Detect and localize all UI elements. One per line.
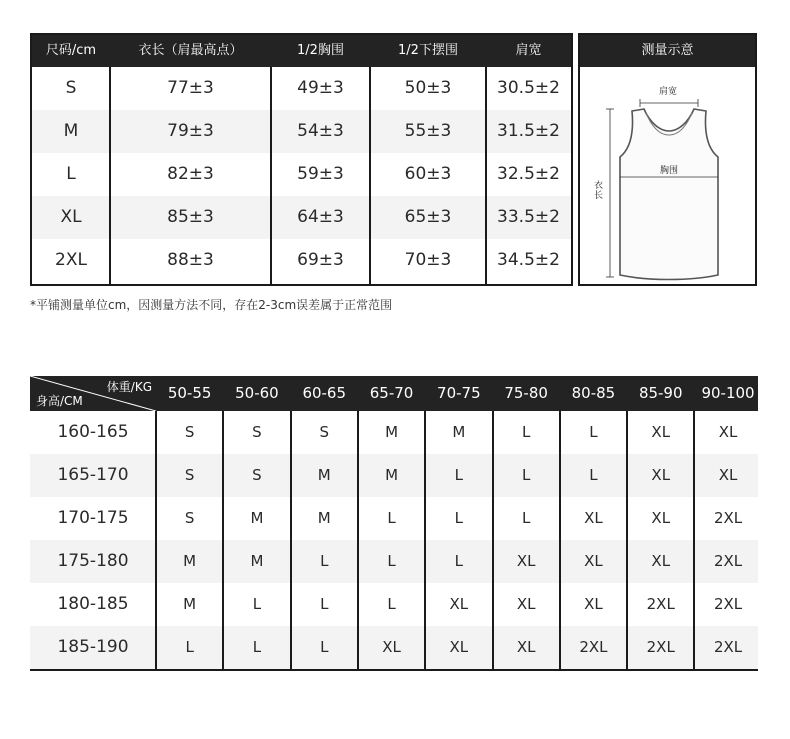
column-divider (222, 411, 224, 669)
recommended-size-cell: S (252, 423, 262, 441)
shoulder-width-label: 肩宽 (659, 87, 678, 97)
size-value-cell: 49±3 (297, 78, 344, 98)
height-row-header: 160-165 (57, 422, 129, 442)
recommended-size-cell: XL (449, 595, 469, 613)
recommended-size-cell: 2XL (713, 509, 743, 527)
recommended-size-cell: M (183, 595, 197, 613)
weight-header-cell: 85-90 (638, 384, 683, 402)
recommended-size-cell: M (385, 466, 399, 484)
recommended-size-cell: L (252, 638, 262, 656)
size-label-cell: XL (60, 207, 82, 227)
size-header-cell: 1/2下摆围 (398, 43, 458, 58)
size-value-cell: 59±3 (297, 164, 344, 184)
recommended-size-cell: XL (718, 423, 738, 441)
recommended-size-cell: 2XL (713, 638, 743, 656)
recommended-size-cell: L (320, 638, 329, 656)
recommended-size-cell: XL (718, 466, 738, 484)
recommended-size-cell: L (521, 423, 531, 441)
size-value-cell: 65±3 (404, 207, 452, 227)
column-divider (109, 67, 111, 284)
recommended-size-cell: 2XL (646, 638, 675, 656)
recommended-size-cell: 2XL (713, 552, 743, 570)
size-value-cell: 60±3 (404, 164, 452, 184)
column-divider (424, 411, 426, 669)
recommended-size-cell: XL (516, 638, 536, 656)
measurement-note: *平铺测量单位cm，因测量方法不同，存在2-3cm误差属于正常范围 (30, 298, 393, 312)
recommended-size-cell: L (320, 595, 329, 613)
size-value-cell: 69±3 (297, 250, 344, 270)
size-value-cell: 85±3 (167, 207, 214, 227)
recommended-size-cell: M (317, 509, 331, 527)
length-label: 衣长 (594, 181, 604, 201)
column-divider (626, 411, 628, 669)
size-table-header (32, 35, 571, 67)
column-divider (290, 411, 292, 669)
recommended-size-cell: XL (584, 509, 603, 527)
recommended-size-cell: XL (516, 552, 536, 570)
recommended-size-cell: S (184, 466, 195, 484)
size-value-cell: 77±3 (167, 78, 214, 98)
recommended-size-cell: M (452, 423, 466, 441)
recommended-size-cell: M (183, 552, 197, 570)
weight-axis-label: 体重/KG (106, 380, 152, 394)
height-row-header: 175-180 (57, 551, 129, 571)
height-axis-label: 身高/CM (36, 394, 83, 408)
recommended-size-cell: 2XL (579, 638, 608, 656)
weight-header-cell: 90-100 (701, 384, 755, 402)
recommended-size-cell: 2XL (713, 595, 743, 613)
weight-header-cell: 80-85 (571, 384, 616, 402)
column-divider (369, 67, 371, 284)
column-divider (559, 411, 561, 669)
column-divider (693, 411, 695, 669)
recommended-size-cell: L (387, 595, 396, 613)
recommended-size-cell: S (184, 509, 195, 527)
hw-table-header (30, 376, 758, 411)
size-value-cell: 31.5±2 (497, 121, 560, 141)
size-header-cell: 尺码/cm (45, 43, 97, 58)
recommended-size-cell: L (320, 552, 329, 570)
weight-header-cell: 70-75 (437, 384, 481, 402)
recommended-size-cell: XL (584, 595, 603, 613)
diagram-title: 测量示意 (580, 35, 755, 67)
size-label-cell: L (66, 164, 76, 184)
size-value-cell: 82±3 (167, 164, 214, 184)
recommended-size-cell: S (252, 466, 262, 484)
recommended-size-cell: XL (584, 552, 603, 570)
recommended-size-cell: L (252, 595, 262, 613)
recommended-size-cell: XL (651, 423, 671, 441)
recommended-size-cell: XL (449, 638, 469, 656)
recommended-size-cell: XL (516, 595, 536, 613)
weight-header-cell: 75-80 (504, 384, 548, 402)
column-divider (485, 67, 487, 284)
size-value-cell: 30.5±2 (497, 78, 560, 98)
size-label-cell: S (65, 78, 77, 98)
weight-header-cell: 50-55 (167, 384, 212, 402)
size-value-cell: 33.5±2 (497, 207, 560, 227)
size-label-cell: M (63, 121, 79, 141)
height-row-header: 165-170 (57, 465, 129, 485)
recommended-size-cell: L (454, 509, 464, 527)
size-label-cell: 2XL (55, 250, 87, 270)
column-divider (270, 67, 272, 284)
size-header-cell: 1/2胸围 (297, 43, 344, 58)
recommended-size-cell: M (250, 509, 264, 527)
recommended-size-cell: XL (651, 466, 671, 484)
height-weight-table (30, 376, 758, 671)
recommended-size-cell: 2XL (646, 595, 675, 613)
measurement-diagram (578, 33, 757, 286)
size-value-cell: 79±3 (167, 121, 214, 141)
recommended-size-cell: L (387, 552, 396, 570)
column-divider (357, 411, 359, 669)
column-divider (492, 411, 494, 669)
recommended-size-cell: M (385, 423, 399, 441)
chest-label: 胸围 (660, 166, 679, 176)
recommended-size-cell: M (250, 552, 264, 570)
recommended-size-cell: XL (651, 509, 671, 527)
recommended-size-cell: L (589, 423, 598, 441)
recommended-size-cell: M (317, 466, 331, 484)
column-divider (155, 411, 157, 669)
height-row-header: 170-175 (57, 508, 129, 528)
recommended-size-cell: L (589, 466, 598, 484)
size-value-cell: 54±3 (297, 121, 344, 141)
size-value-cell: 70±3 (404, 250, 452, 270)
recommended-size-cell: XL (651, 552, 671, 570)
size-value-cell: 32.5±2 (497, 164, 560, 184)
weight-header-cell: 60-65 (302, 384, 347, 402)
height-row-header: 180-185 (57, 594, 129, 614)
size-value-cell: 55±3 (404, 121, 452, 141)
size-value-cell: 34.5±2 (497, 250, 560, 270)
size-header-cell: 衣长（肩最高点） (138, 43, 243, 58)
size-value-cell: 50±3 (404, 78, 452, 98)
weight-header-cell: 65-70 (369, 384, 414, 402)
recommended-size-cell: L (185, 638, 194, 656)
recommended-size-cell: L (454, 552, 464, 570)
height-row-header: 185-190 (57, 637, 129, 657)
recommended-size-cell: S (184, 423, 195, 441)
recommended-size-cell: L (454, 466, 464, 484)
recommended-size-cell: S (319, 423, 329, 441)
size-header-cell: 肩宽 (515, 43, 542, 58)
recommended-size-cell: L (387, 509, 396, 527)
hw-corner-cell (30, 376, 156, 411)
size-table (30, 33, 573, 286)
recommended-size-cell: XL (382, 638, 401, 656)
weight-header-cell: 50-60 (235, 384, 279, 402)
size-value-cell: 88±3 (167, 250, 214, 270)
recommended-size-cell: L (521, 509, 531, 527)
size-value-cell: 64±3 (297, 207, 344, 227)
recommended-size-cell: L (521, 466, 531, 484)
